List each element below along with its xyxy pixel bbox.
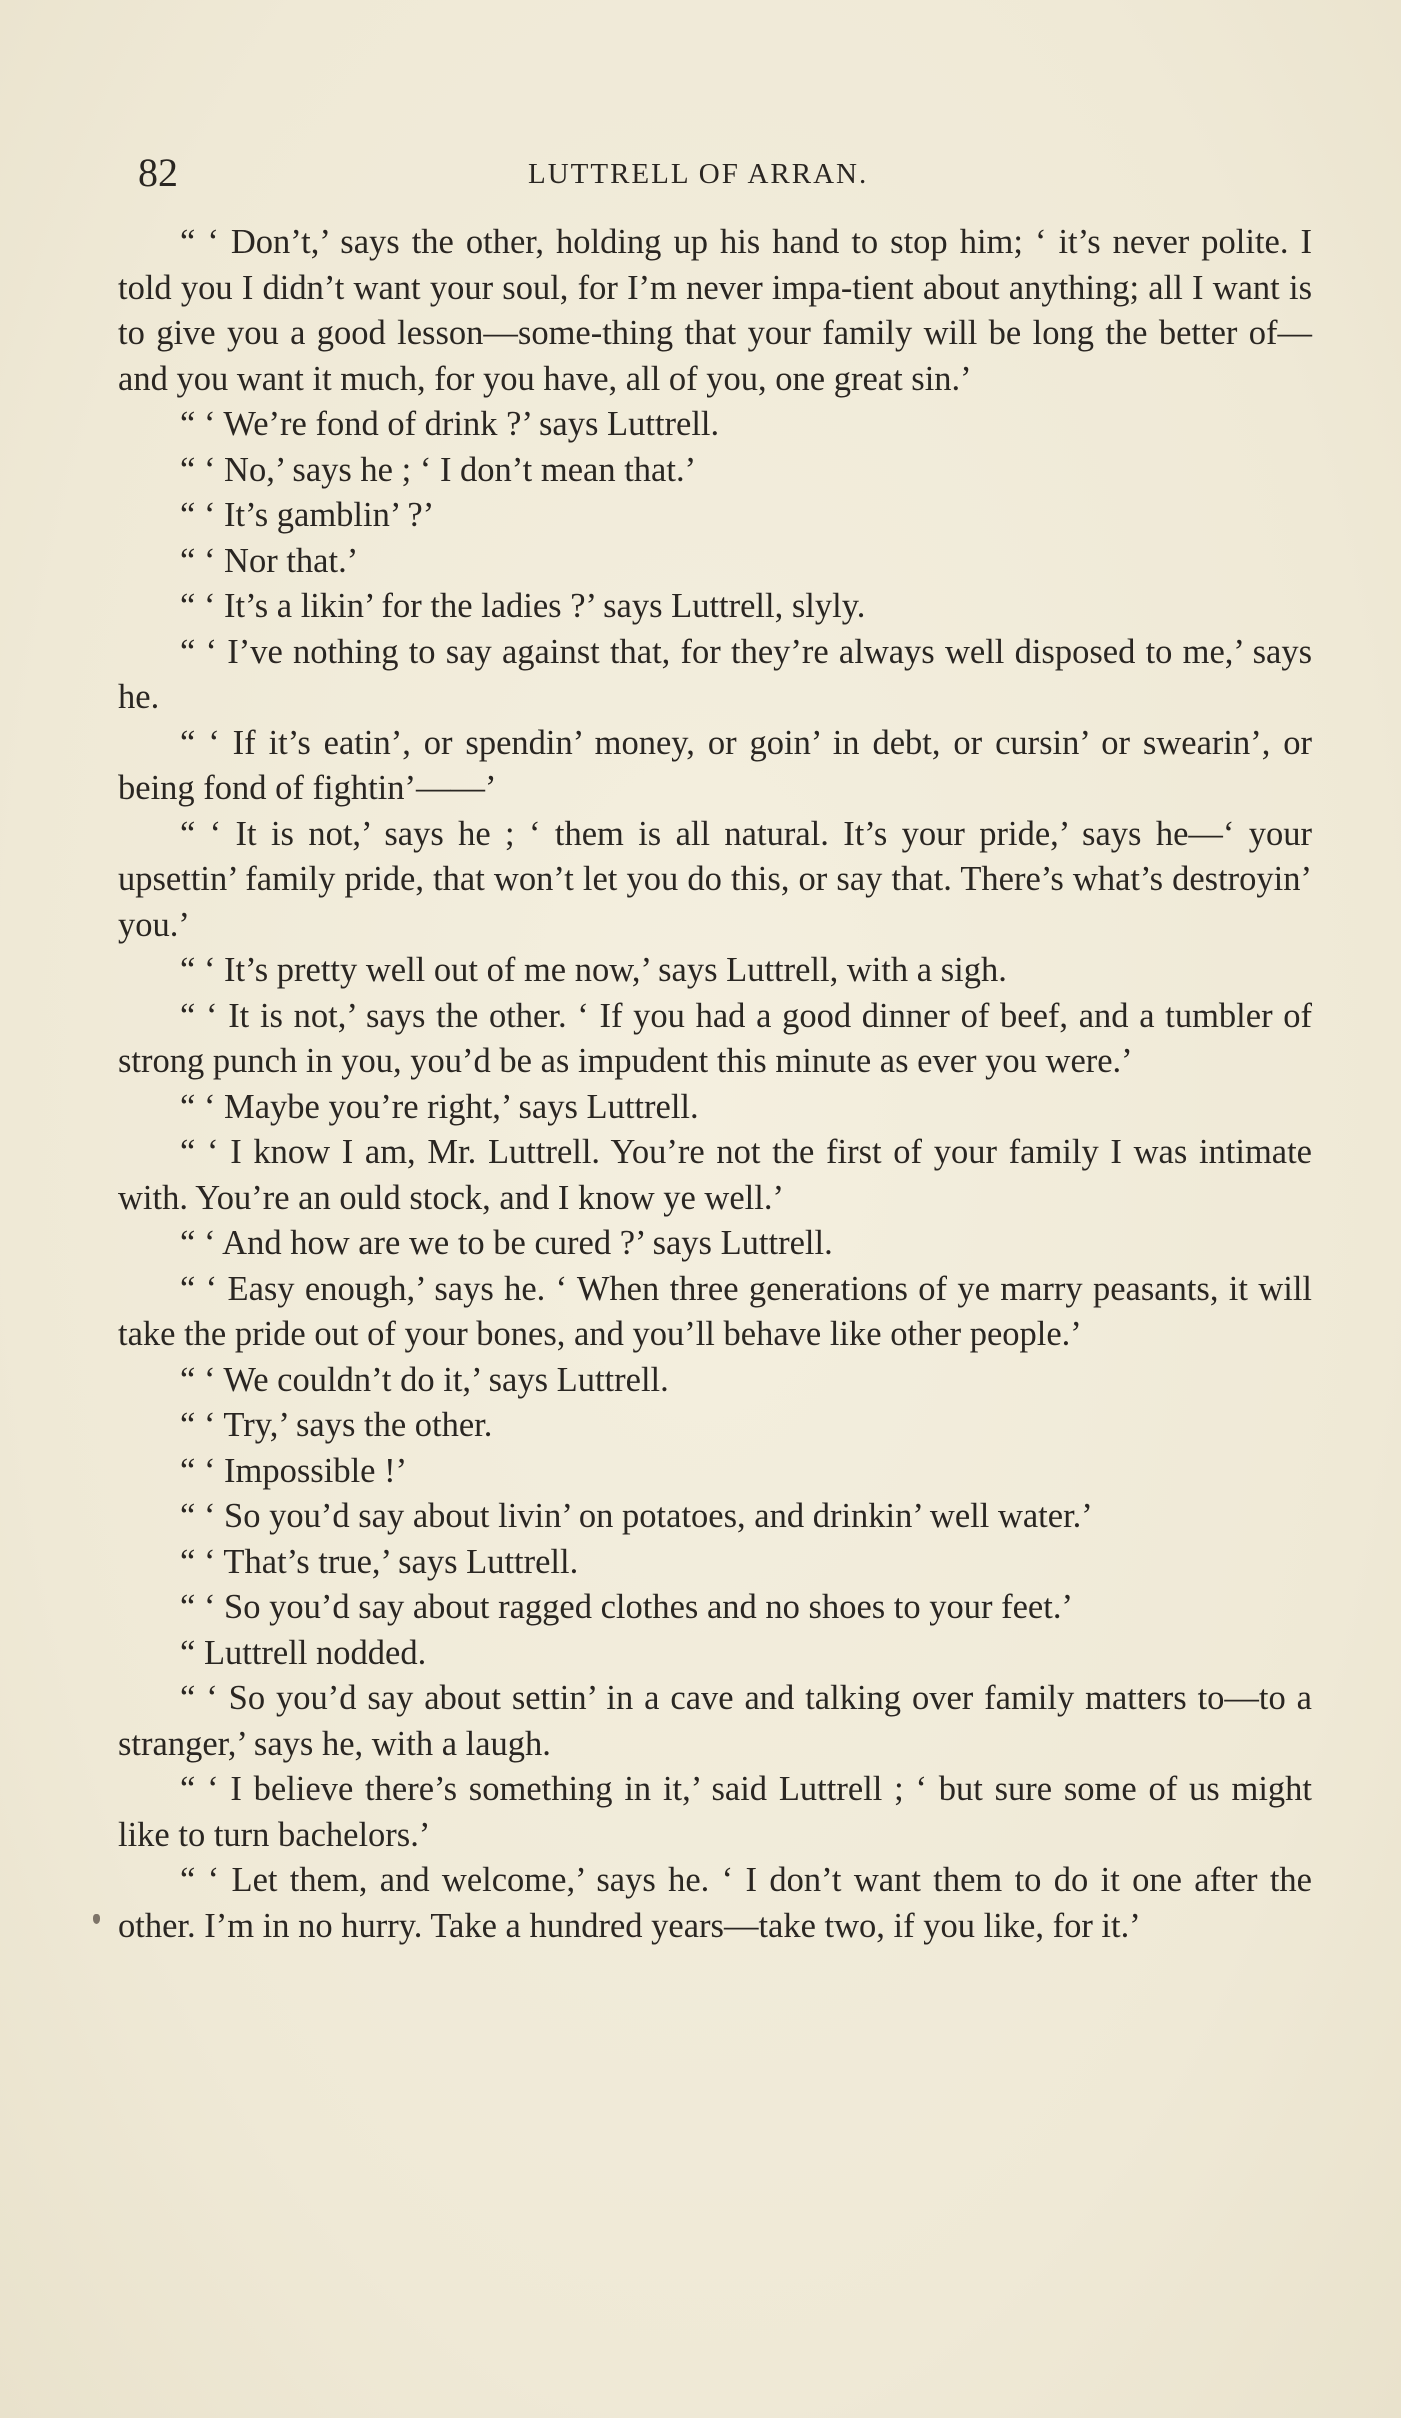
paragraph: “ ‘ Let them, and welcome,’ says he. ‘ I don’t want them to do it one after the other. I’m in no hurry. Take a hundred years—take two, if you like, for it.’ xyxy=(118,1861,1312,1945)
paragraph: “ ‘ Nor that.’ xyxy=(180,541,359,580)
paragraph: “ ‘ It’s pretty well out of me now,’ says Luttrell, with a sigh. xyxy=(180,951,1007,989)
body-text xyxy=(118,220,1312,1949)
paragraph: “ ‘ It’s a likin’ for the ladies ?’ says Luttrell, slyly. xyxy=(180,587,866,625)
paragraph: “ ‘ We’re fond of drink ?’ says Luttrell. xyxy=(180,405,720,443)
paragraph: “ ‘ Impossible !’ xyxy=(180,1451,408,1490)
paragraph: “ ‘ And how are we to be cured ?’ says Luttrell. xyxy=(180,1224,833,1262)
paragraph: “ ‘ I believe there’s something in it,’ said Luttrell ; ‘ but sure some of us might like to turn bachelors.’ xyxy=(118,1770,1312,1854)
paragraph: “ ‘ That’s true,’ says Luttrell. xyxy=(180,1542,579,1581)
paragraph: “ ‘ It’s gamblin’ ?’ xyxy=(180,496,435,534)
paragraph: “ ‘ Try,’ says the other. xyxy=(180,1406,493,1444)
paragraph: “ ‘ So you’d say about ragged clothes and no shoes to your feet.’ xyxy=(180,1588,1073,1626)
paragraph: “ ‘ If it’s eatin’, or spendin’ money, or goin’ in debt, or cursin’ or swearin’, or being fond of fightin’——’ xyxy=(118,723,1312,807)
paragraph: “ ‘ Maybe you’re right,’ says Luttrell. xyxy=(180,1087,699,1126)
paragraph: “ ‘ No,’ says he ; ‘ I don’t mean that.’ xyxy=(180,450,697,489)
paragraph: “ ‘ So you’d say about livin’ on potatoes, and drinkin’ well water.’ xyxy=(180,1497,1093,1535)
paragraph: “ ‘ It is not,’ says the other. ‘ If you had a good dinner of beef, and a tumbler of strong punch in you, you’d be as impudent this minute as ever you were.’ xyxy=(118,996,1312,1080)
paragraph: “ ‘ Don’t,’ says the other, holding up his hand to stop him; ‘ it’s never polite. I told you I didn’t want your soul, for I’m never impa-tient about anything; all I want is to give you a good lesson—some-thing that your family will be long the better of—and you want it much, for you have, all of you, one great sin.’ xyxy=(118,223,1312,398)
paragraph: “ ‘ So you’d say about settin’ in a cave and talking over family matters to—to a stranger,’ says he, with a laugh. xyxy=(118,1679,1312,1763)
page-header xyxy=(138,148,1318,198)
paragraph: “ ‘ Easy enough,’ says he. ‘ When three generations of ye marry peasants, it will take the pride out of your bones, and you’ll behave like other people.’ xyxy=(118,1269,1312,1353)
paragraph: “ Luttrell nodded. xyxy=(180,1633,427,1672)
paragraph: “ ‘ I know I am, Mr. Luttrell. You’re not the first of your family I was intimate with. You’re an ould stock, and I know ye well.’ xyxy=(118,1133,1312,1217)
ink-speck xyxy=(93,1914,100,1924)
paragraph: “ ‘ We couldn’t do it,’ says Luttrell. xyxy=(180,1360,669,1399)
page-number: 82 xyxy=(138,150,178,195)
paragraph: “ ‘ It is not,’ says he ; ‘ them is all natural. It’s your pride,’ says he—‘ your upsettin’ family pride, that won’t let you do this, or say that. There’s what’s destroyin’ you.’ xyxy=(118,814,1312,944)
paragraph: “ ‘ I’ve nothing to say against that, for they’re always well disposed to me,’ says he. xyxy=(118,632,1312,716)
running-head: LUTTRELL OF ARRAN. xyxy=(528,158,869,190)
